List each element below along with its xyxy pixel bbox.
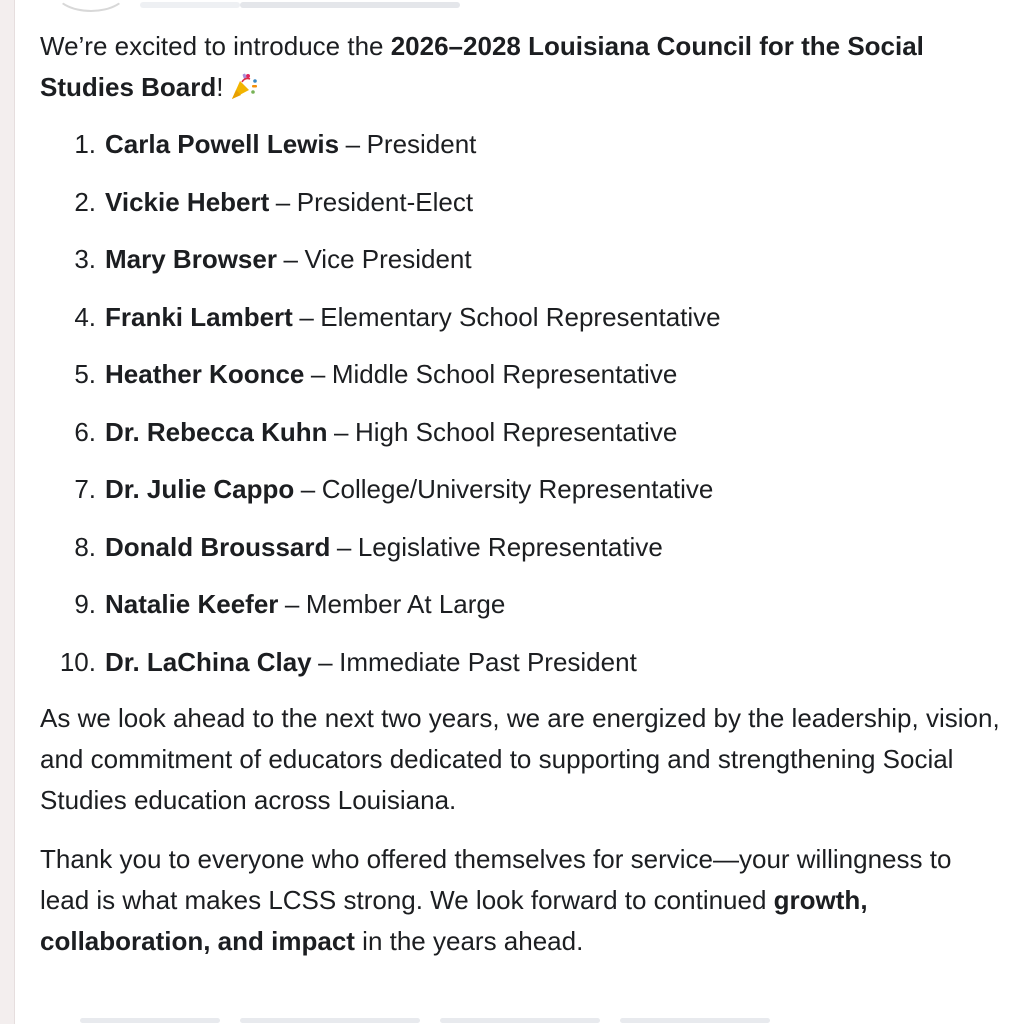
- list-item: [40, 116, 1000, 174]
- bottom-cropped-text: [40, 1016, 940, 1024]
- thanks-paragraph: [40, 839, 1000, 962]
- list-number: 4.: [74, 301, 96, 332]
- member-name: Vickie Hebert: [105, 186, 270, 217]
- member-name: Donald Broussard: [105, 531, 331, 562]
- avatar-edge: [54, 0, 128, 12]
- member-name: Carla Powell Lewis: [105, 129, 340, 159]
- separator-dash: –: [345, 129, 361, 159]
- thanks-text-end: in the years ahead.: [354, 926, 584, 956]
- list-number: 8.: [74, 531, 96, 562]
- list-item: [40, 346, 1000, 404]
- left-edge-strip: [0, 0, 15, 1024]
- header-fragment: [240, 2, 460, 8]
- intro-paragraph: [40, 26, 1000, 108]
- member-name: Natalie Keefer: [105, 589, 279, 619]
- list-number: 5.: [74, 359, 96, 389]
- list-number: 3.: [74, 244, 96, 274]
- separator-dash: –: [300, 474, 316, 504]
- cropped-fragment: [240, 1018, 420, 1023]
- member-role: College/University Representative: [321, 474, 714, 504]
- member-role: Elementary School Representative: [320, 301, 721, 332]
- separator-dash: –: [283, 244, 298, 274]
- separator-dash: –: [275, 186, 291, 217]
- list-number: 6.: [74, 416, 96, 447]
- header-fragment: [140, 2, 240, 8]
- member-role: Member At Large: [305, 589, 506, 619]
- member-name: Dr. Julie Cappo: [105, 474, 295, 504]
- separator-dash: –: [299, 301, 314, 332]
- top-cropped-header: [40, 0, 600, 12]
- party-popper-icon: [229, 71, 259, 101]
- member-role: Immediate Past President: [339, 646, 637, 677]
- cropped-fragment: [620, 1018, 770, 1023]
- list-item: [40, 289, 1000, 347]
- separator-dash: –: [284, 589, 300, 619]
- member-role: High School Representative: [354, 416, 678, 447]
- separator-dash: –: [318, 646, 333, 677]
- list-number: 9.: [74, 589, 96, 619]
- intro-text: We’re excited to introduce the: [40, 31, 391, 61]
- post-body: [40, 26, 1000, 962]
- list-number: 7.: [74, 474, 96, 504]
- member-name: Heather Koonce: [105, 359, 305, 389]
- board-members-list: [40, 116, 1000, 691]
- list-item: [40, 174, 1000, 232]
- member-name: Dr. Rebecca Kuhn: [105, 416, 328, 447]
- list-number: 1.: [74, 129, 96, 159]
- member-role: Legislative Representative: [357, 531, 663, 562]
- member-name: Dr. LaChina Clay: [105, 646, 312, 677]
- list-item: [40, 634, 1000, 692]
- separator-dash: –: [310, 359, 326, 389]
- cropped-fragment: [80, 1018, 220, 1023]
- list-item: [40, 519, 1000, 577]
- cropped-fragment: [440, 1018, 600, 1023]
- list-number: 10.: [59, 646, 96, 677]
- outlook-paragraph: As we look ahead to the next two years, we are energized by the leadership, vision, and commitment of educators dedicated to supporting and strengthening Social Studies education across Louisiana.: [40, 703, 1000, 815]
- list-item: [40, 404, 1000, 462]
- thanks-bold-text: growth, collaboration, and impact: [40, 885, 868, 956]
- list-item: [40, 576, 1000, 634]
- list-item: [40, 231, 1000, 289]
- separator-dash: –: [334, 416, 349, 447]
- member-role: President-Elect: [296, 186, 474, 217]
- member-name: Franki Lambert: [105, 301, 293, 332]
- list-item: [40, 461, 1000, 519]
- member-name: Mary Browser: [105, 244, 277, 274]
- separator-dash: –: [336, 531, 352, 562]
- list-number: 2.: [74, 186, 96, 217]
- thanks-text: Thank you to everyone who offered themselves for service—your willingness to lead is what makes LCSS strong. We look forward to continued: [40, 844, 952, 915]
- member-role: Middle School Representative: [331, 359, 678, 389]
- member-role: President: [366, 129, 477, 159]
- board-title: 2026–2028 Louisiana Council for the Social Studies Board: [40, 31, 924, 102]
- member-role: Vice President: [304, 244, 472, 274]
- intro-exclaim: !: [216, 72, 224, 102]
